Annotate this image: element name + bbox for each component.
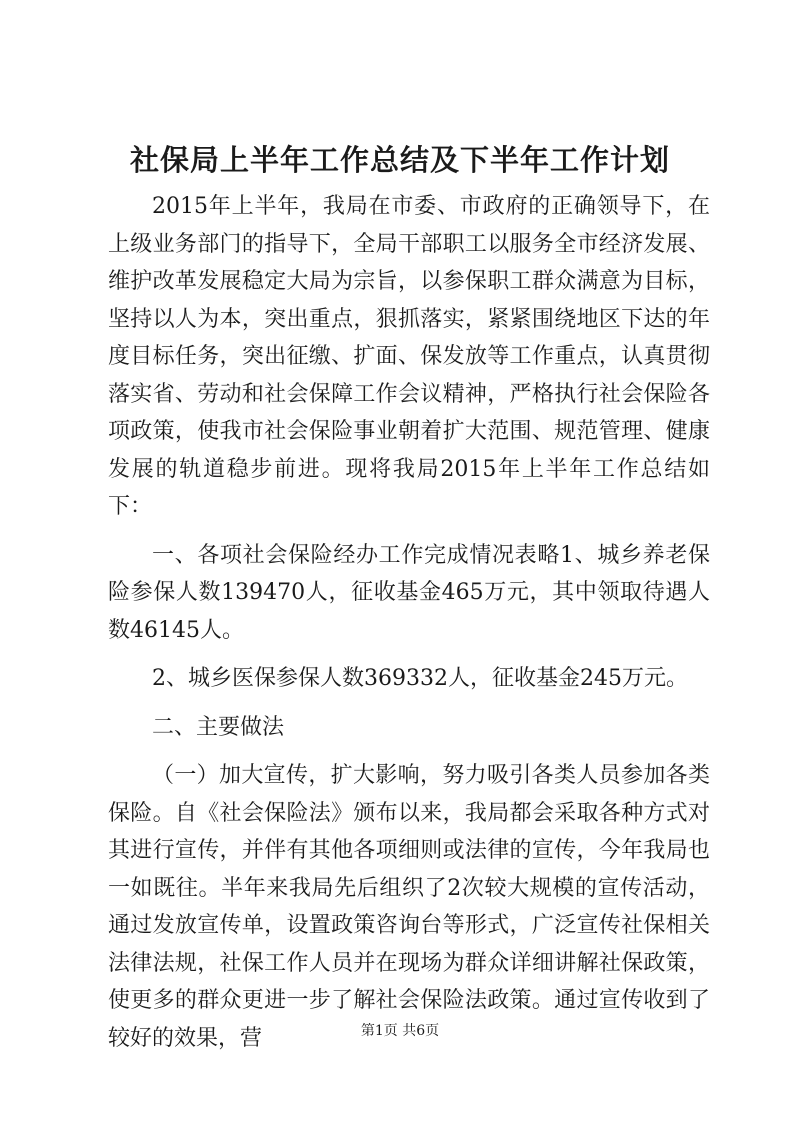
paragraph-section-1-medical: 2、城乡医保参保人数369332人，征收基金245万元。 [152, 666, 688, 691]
document-body [108, 188, 710, 1068]
paragraph-section-2-heading: 二、主要做法 [152, 714, 285, 740]
page-number-footer: 第1页 共6页 [360, 1023, 440, 1039]
paragraph-section-2-publicity: （一）加大宣传，扩大影响，努力吸引各类人员参加各类保险。自《社会保险法》颁布以来，我局都会采取各种方式对其进行宣传，并伴有其他各项细则或法律的宣传，今年我局也一如既往。半年来我局先后组织了2次较大规模的宣传活动，通过发放宣传单，设置政策咨询台等形式，广泛宣传社保相关法律法规，社保工作人员并在现场为群众详细讲解社保政策，使更多的群众更进一步了解社会保险法政策。通过宣传收到了较好的效果，营 [108, 763, 710, 1051]
document-title: 社保局上半年工作总结及下半年工作计划 [129, 143, 670, 177]
paragraph-section-1-pension: 一、各项社会保险经办工作完成情况表略1、城乡养老保险参保人数139470人，征收基金465万元，其中领取待遇人数46145人。 [108, 542, 710, 643]
paragraph-intro: 2015年上半年，我局在市委、市政府的正确领导下，在上级业务部门的指导下，全局干部职工以服务全市经济发展、维护改革发展稳定大局为宗旨，以参保职工群众满意为目标，坚持以人为本，突出重点，狠抓落实，紧紧围绕地区下达的年度目标任务，突出征缴、扩面、保发放等工作重点，认真贯彻落实省、劳动和社会保障工作会议精神，严格执行社会保险各项政策，使我市社会保险事业朝着扩大范围、规范管理、健康发展的轨道稳步前进。现将我局2015年上半年工作总结如下： [108, 194, 710, 519]
